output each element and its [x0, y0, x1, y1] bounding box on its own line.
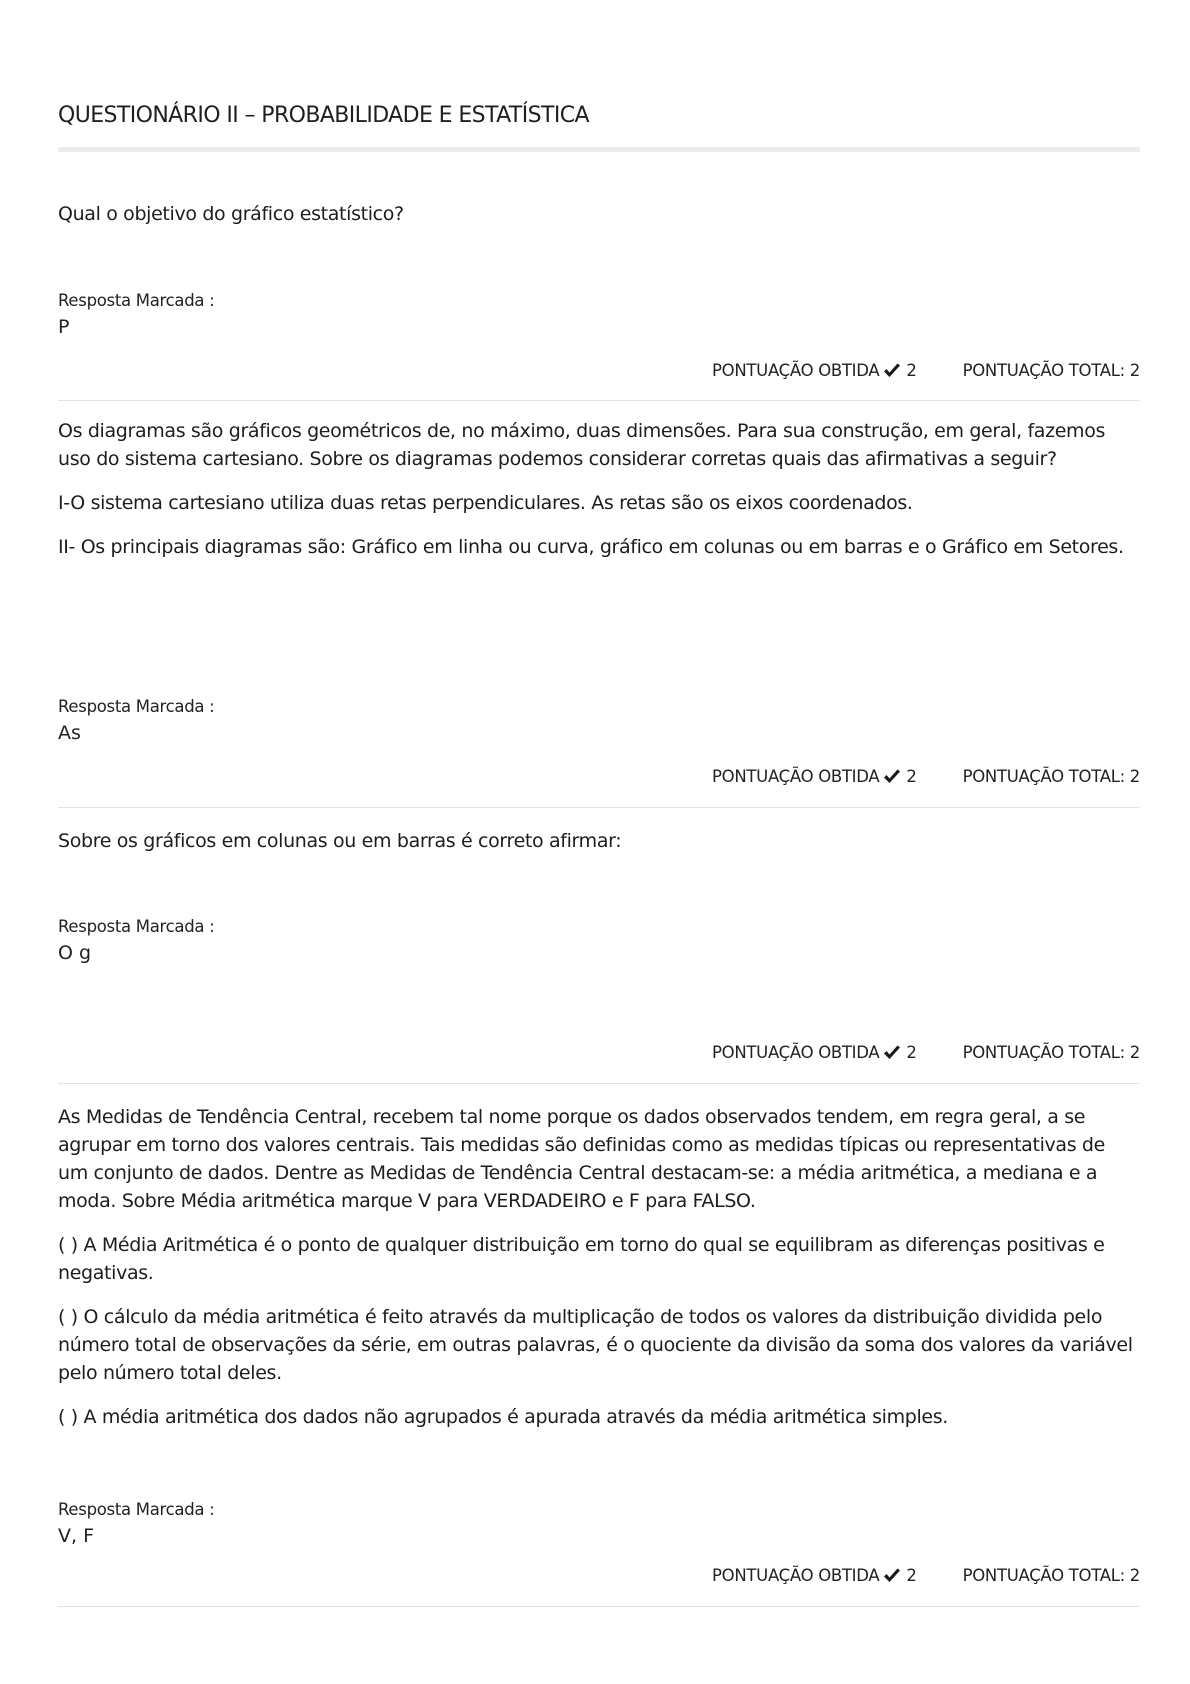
score-obtained-label: PONTUAÇÃO OBTIDA [712, 361, 880, 380]
question-divider [58, 1606, 1140, 1607]
page-title: QUESTIONÁRIO II – PROBABILIDADE E ESTATÍSTICA [58, 103, 589, 128]
score-row [712, 1566, 1140, 1585]
score-obtained-label: PONTUAÇÃO OBTIDA [712, 1566, 880, 1585]
question-divider [58, 1083, 1140, 1084]
score-obtained-label: PONTUAÇÃO OBTIDA [712, 767, 880, 786]
answer-value: O g [58, 942, 92, 964]
score-obtained-value: 2 [906, 1566, 917, 1585]
question-item: ( ) A média aritmética dos dados não agrupados é apurada através da média aritmética simples. [58, 1406, 948, 1428]
answer-label: Resposta Marcada : [58, 917, 215, 936]
score-row [712, 767, 1140, 786]
question-divider [58, 400, 1140, 401]
score-obtained-value: 2 [906, 361, 917, 380]
checkmark-icon [883, 1568, 901, 1584]
answer-value: P [58, 316, 70, 338]
answer-label: Resposta Marcada : [58, 1500, 215, 1519]
question-4 [58, 1103, 1140, 1447]
score-obtained-label: PONTUAÇÃO OBTIDA [712, 1043, 880, 1062]
question-3 [58, 827, 1140, 871]
question-text: Os diagramas são gráficos geométricos de, no máximo, duas dimensões. Para sua construção, em geral, fazemos uso do sistema cartesiano. Sobre os diagramas podemos considerar corretas quais das afirmativas a seguir? [58, 420, 1106, 470]
score-row [712, 361, 1140, 380]
question-text: As Medidas de Tendência Central, recebem tal nome porque os dados observados tendem, em regra geral, a se agrupar em torno dos valores centrais. Tais medidas são definidas como as medidas típicas ou representativas de um conjunto de dados. Dentre as Medidas de Tendência Central destacam-se: a média aritmética, a mediana e a moda. Sobre Média aritmética marque V para VERDADEIRO e F para FALSO. [58, 1106, 1105, 1212]
score-total: PONTUAÇÃO TOTAL: 2 [962, 361, 1140, 380]
answer-value: As [58, 722, 81, 744]
question-text: Qual o objetivo do gráfico estatístico? [58, 203, 404, 225]
question-item: II- Os principais diagramas são: Gráfico em linha ou curva, gráfico em colunas ou em barras e o Gráfico em Setores. [58, 536, 1124, 558]
answer-label: Resposta Marcada : [58, 697, 215, 716]
title-divider [58, 147, 1140, 152]
score-obtained-value: 2 [906, 1043, 917, 1062]
answer-label: Resposta Marcada : [58, 291, 215, 310]
score-obtained-value: 2 [906, 767, 917, 786]
checkmark-icon [883, 363, 901, 379]
score-row [712, 1043, 1140, 1062]
score-total: PONTUAÇÃO TOTAL: 2 [962, 767, 1140, 786]
checkmark-icon [883, 769, 901, 785]
question-item: I-O sistema cartesiano utiliza duas retas perpendiculares. As retas são os eixos coordenados. [58, 492, 913, 514]
answer-value: V, F [58, 1525, 95, 1547]
checkmark-icon [883, 1045, 901, 1061]
question-item: ( ) O cálculo da média aritmética é feito através da multiplicação de todos os valores da distribuição dividida pelo número total de observações da série, em outras palavras, é o quociente da divisão da soma dos valores da variável pelo número total deles. [58, 1306, 1133, 1384]
question-1 [58, 200, 1140, 244]
question-text: Sobre os gráficos em colunas ou em barras é correto afirmar: [58, 830, 622, 852]
score-total: PONTUAÇÃO TOTAL: 2 [962, 1043, 1140, 1062]
question-divider [58, 807, 1140, 808]
score-total: PONTUAÇÃO TOTAL: 2 [962, 1566, 1140, 1585]
question-2 [58, 417, 1140, 577]
question-item: ( ) A Média Aritmética é o ponto de qualquer distribuição em torno do qual se equilibram as diferenças positivas e negativas. [58, 1234, 1105, 1284]
